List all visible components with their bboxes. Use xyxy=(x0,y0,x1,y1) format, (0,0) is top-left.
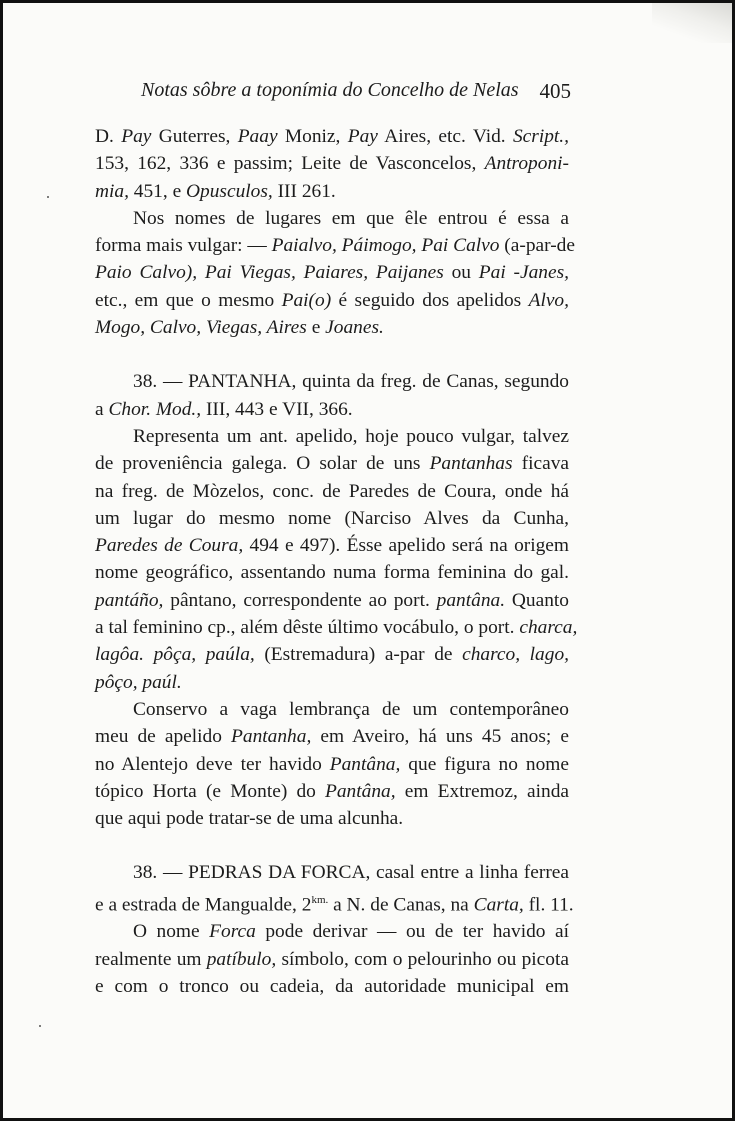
text-line: forma mais vulgar: — Paialvo, Páimogo, Pai Calvo (a-par-de xyxy=(95,235,575,257)
text-line: Representa um ant. apelido, hoje pouco vulgar, talvez xyxy=(133,425,569,447)
text-line: D. Pay Guterres, Paay Moniz, Pay Aires, etc. Vid. Script., xyxy=(95,126,569,147)
running-header xyxy=(141,79,571,102)
paragraph xyxy=(95,918,569,1000)
text-line: e com o tronco ou cadeia, da autoridade municipal em xyxy=(95,976,569,998)
body-text xyxy=(95,123,578,1000)
ink-speck xyxy=(47,196,49,198)
ink-speck xyxy=(39,1025,41,1027)
text-line: pantáño, pântano, correspondente ao port. pantâna. Quanto xyxy=(95,589,569,611)
page-number: 405 xyxy=(539,79,571,103)
text-line: de proveniência galega. O solar de uns Pantanhas ficava xyxy=(95,453,569,475)
text-line: 38. — PEDRAS DA FORCA, casal entre a linha ferrea xyxy=(133,862,569,884)
text-line: que aqui pode tratar-se de uma alcunha. xyxy=(95,808,404,830)
text-line: etc., em que o mesmo Pai(o) é seguido dos apelidos Alvo, xyxy=(95,289,569,311)
paragraph xyxy=(95,423,578,696)
text-line: 38. — PANTANHA, quinta da freg. de Canas, segundo xyxy=(133,371,569,393)
text-line: tópico Horta (e Monte) do Pantâna, em Extremoz, ainda xyxy=(95,780,569,802)
paragraph-references xyxy=(95,123,569,205)
page-corner-shading xyxy=(652,3,732,43)
entry-pantanha xyxy=(95,368,578,832)
text-line: meu de apelido Pantanha, em Aveiro, há uns 45 anos; e xyxy=(95,726,569,748)
text-line: lagôa. pôça, paúla, (Estremadura) a-par de charco, lago, xyxy=(95,644,569,666)
text-line: realmente um patíbulo, símbolo, com o pelourinho ou picota xyxy=(95,948,569,970)
text-line: nome geográfico, assentando numa forma feminina do gal. xyxy=(95,562,569,584)
text-line: O nome Forca pode derivar — ou de ter havido aí xyxy=(133,921,569,943)
text-line: no Alentejo deve ter havido Pantâna, que figura no nome xyxy=(95,753,569,775)
text-line: Conservo a vaga lembrança de um contemporâneo xyxy=(133,698,569,720)
running-title: Notas sôbre a toponímia do Concelho de Nelas xyxy=(141,79,519,101)
text-line: a Chor. Mod., III, 443 e VII, 366. xyxy=(95,398,353,420)
text-line: pôço, paúl. xyxy=(95,671,182,693)
text-line: Paio Calvo), Pai Viegas, Paiares, Paijanes ou Pai -Janes, xyxy=(95,262,569,284)
entry-heading xyxy=(95,859,574,918)
text-line: Nos nomes de lugares em que êle entrou é essa a xyxy=(133,207,569,229)
text-line: a tal feminino cp., além dêste último vocábulo, o port. charca, xyxy=(95,617,578,639)
text-line: Paredes de Coura, 494 e 497). Ésse apelido será na origem xyxy=(95,535,569,557)
text-line: na freg. de Mòzelos, conc. de Paredes de Coura, onde há xyxy=(95,480,569,502)
text-line: e a estrada de Mangualde, $2^{km.}$ a N. de Canas, na Carta, fl. 11. xyxy=(95,893,574,916)
entry-pedras-da-forca xyxy=(95,859,574,1000)
paragraph xyxy=(95,696,569,832)
text-line: Mogo, Calvo, Viegas, Aires e Joanes. xyxy=(95,317,384,339)
paragraph-place-names xyxy=(95,205,575,341)
entry-heading xyxy=(95,368,569,423)
text-line: mia, 451, e Opusculos, III 261. xyxy=(95,180,336,202)
text-line: um lugar do mesmo nome (Narciso Alves da Cunha, xyxy=(95,507,569,529)
text-line: 153, 162, 336 e passim; Leite de Vasconcelos, Antroponi- xyxy=(95,153,569,175)
